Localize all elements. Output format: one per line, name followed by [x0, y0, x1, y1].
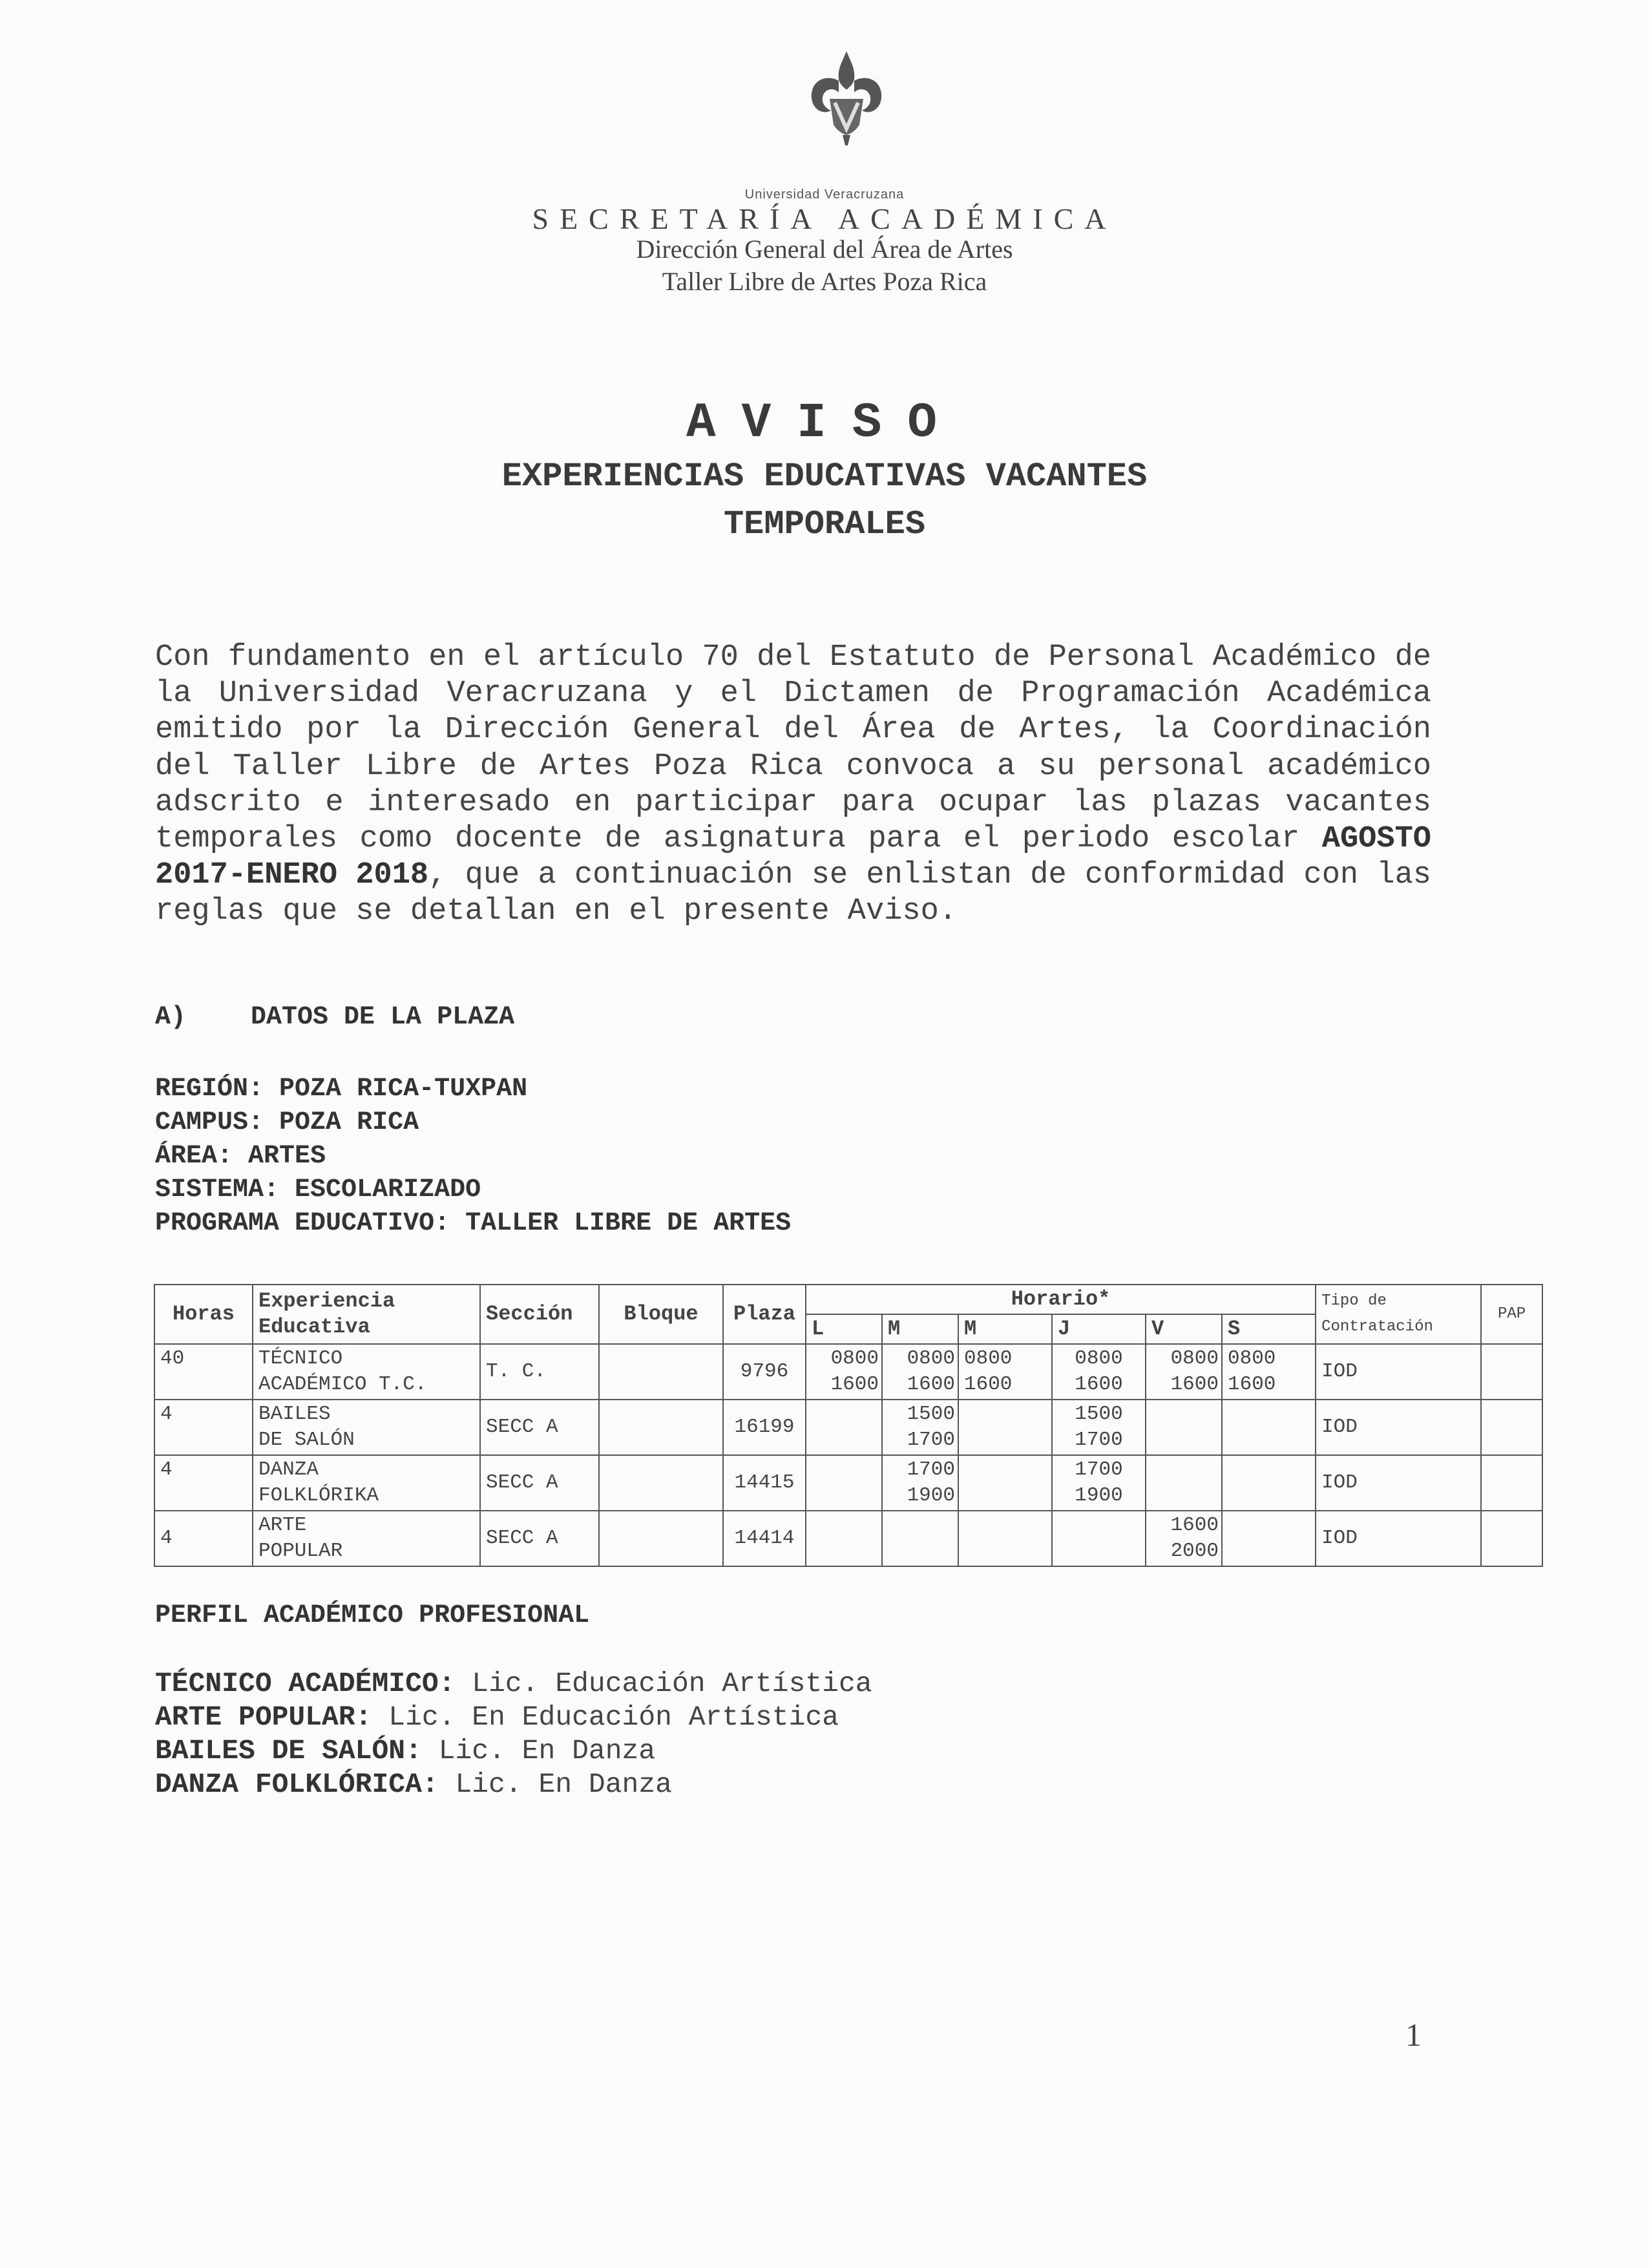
plazas-table: [154, 1284, 1543, 1567]
header-bloque: Bloque: [599, 1285, 723, 1344]
cell-s: 0800 1600: [1222, 1344, 1316, 1400]
cell-tipo: IOD: [1316, 1511, 1481, 1566]
cell-horas: 4: [154, 1511, 253, 1566]
dato-sistema: SISTEMA: ESCOLARIZADO: [155, 1175, 481, 1204]
title-line-2: TEMPORALES: [723, 505, 926, 543]
header-day-v: V: [1146, 1314, 1222, 1344]
cell-s: [1222, 1511, 1316, 1566]
cell-bloque: [599, 1455, 723, 1511]
cell-pap: [1481, 1400, 1542, 1455]
cell-plaza: 14414: [723, 1511, 806, 1566]
cell-j: 0800 1600: [1052, 1344, 1146, 1400]
header-day-m2: M: [958, 1314, 1052, 1344]
cell-tipo: IOD: [1316, 1400, 1481, 1455]
cell-m1: [882, 1511, 958, 1566]
cell-tipo: IOD: [1316, 1455, 1481, 1511]
cell-m2: 0800 1600: [958, 1344, 1052, 1400]
cell-m1: 0800 1600: [882, 1344, 958, 1400]
cell-j: [1052, 1511, 1146, 1566]
cell-plaza: 9796: [723, 1344, 806, 1400]
cell-j: 1500 1700: [1052, 1400, 1146, 1455]
university-name: Universidad Veracruzana: [744, 187, 905, 202]
header-day-m1: M: [882, 1314, 958, 1344]
cell-s: [1222, 1400, 1316, 1455]
cell-v: [1146, 1455, 1222, 1511]
header-day-l: L: [806, 1314, 882, 1344]
direccion-heading: Dirección General del Área de Artes: [636, 235, 1013, 264]
cell-v: [1146, 1400, 1222, 1455]
cell-bloque: [599, 1511, 723, 1566]
cell-horas: 40: [154, 1344, 253, 1400]
cell-pap: [1481, 1344, 1542, 1400]
cell-bloque: [599, 1344, 723, 1400]
cell-experiencia: TÉCNICO ACADÉMICO T.C.: [253, 1344, 480, 1400]
aviso-title: AVISO: [686, 395, 963, 451]
cell-pap: [1481, 1455, 1542, 1511]
cell-plaza: 14415: [723, 1455, 806, 1511]
dato-campus: CAMPUS: POZA RICA: [155, 1108, 419, 1137]
cell-v: 0800 1600: [1146, 1344, 1222, 1400]
dato-region: REGIÓN: POZA RICA-TUXPAN: [155, 1075, 528, 1104]
cell-m2: [958, 1511, 1052, 1566]
cell-l: 0800 1600: [806, 1344, 882, 1400]
cell-horas: 4: [154, 1400, 253, 1455]
cell-l: [806, 1511, 882, 1566]
perfil-list: [155, 1667, 872, 1801]
cell-seccion: T. C.: [480, 1344, 599, 1400]
cell-seccion: SECC A: [480, 1511, 599, 1566]
cell-plaza: 16199: [723, 1400, 806, 1455]
cell-horas: 4: [154, 1455, 253, 1511]
cell-v: 1600 2000: [1146, 1511, 1222, 1566]
cell-experiencia: BAILES DE SALÓN: [253, 1400, 480, 1455]
cell-tipo: IOD: [1316, 1344, 1481, 1400]
cell-seccion: SECC A: [480, 1455, 599, 1511]
header-horario: Horario*: [806, 1285, 1316, 1314]
title-line-1: EXPERIENCIAS EDUCATIVAS VACANTES: [501, 457, 1148, 496]
table-row: [154, 1455, 1542, 1511]
cell-s: [1222, 1455, 1316, 1511]
header-plaza: Plaza: [723, 1285, 806, 1344]
cell-m2: [958, 1455, 1052, 1511]
cell-experiencia: DANZA FOLKLÓRIKA: [253, 1455, 480, 1511]
table-row: [154, 1511, 1542, 1566]
header-experiencia: Experiencia Educativa: [253, 1285, 480, 1344]
table-row: [154, 1344, 1542, 1400]
header-day-s: S: [1222, 1314, 1316, 1344]
cell-m2: [958, 1400, 1052, 1455]
perfil-item: DANZA FOLKLÓRICA: Lic. En Danza: [155, 1769, 672, 1800]
cell-experiencia: ARTE POPULAR: [253, 1511, 480, 1566]
intro-paragraph: [155, 640, 1431, 930]
intro-text-end: , que a continuación se enlistan de conformidad con las reglas que se detallan en el presente Aviso.: [155, 858, 1431, 929]
intro-period: AGOSTO 2017-ENERO 2018: [155, 822, 1431, 893]
cell-m1: 1700 1900: [882, 1455, 958, 1511]
cell-seccion: SECC A: [480, 1400, 599, 1455]
cell-j: 1700 1900: [1052, 1455, 1146, 1511]
header-seccion: Sección: [480, 1285, 599, 1344]
section-a-letter: A): [155, 1003, 187, 1032]
datos-list: [155, 1073, 791, 1241]
cell-l: [806, 1455, 882, 1511]
page-number: 1: [1405, 2017, 1422, 2053]
cell-bloque: [599, 1400, 723, 1455]
dato-programa: PROGRAMA EDUCATIVO: TALLER LIBRE DE ARTES: [155, 1209, 792, 1238]
header-horas: Horas: [154, 1285, 253, 1344]
perfil-item: BAILES DE SALÓN: Lic. En Danza: [155, 1735, 656, 1767]
header-tipo: Tipo de Contratación: [1316, 1285, 1481, 1344]
dato-area: ÁREA: ARTES: [155, 1142, 326, 1171]
section-a-label: DATOS DE LA PLAZA: [251, 1003, 515, 1032]
cell-pap: [1481, 1511, 1542, 1566]
perfil-item: TÉCNICO ACADÉMICO: Lic. Educación Artística: [155, 1668, 872, 1699]
cell-m1: 1500 1700: [882, 1400, 958, 1455]
secretaria-heading: SECRETARÍA ACADÉMICA: [532, 202, 1117, 235]
cell-l: [806, 1400, 882, 1455]
table-header-row: [154, 1285, 1542, 1314]
section-a-heading: [155, 1003, 514, 1032]
perfil-heading: PERFIL ACADÉMICO PROFESIONAL: [155, 1601, 590, 1630]
intro-text: Con fundamento en el artículo 70 del Estatuto de Personal Académico de la Universidad Veracruzana y el Dictamen de Programación Académica emitido por la Dirección General del Área de Artes, la Coordinación del Taller Libre de Artes Poza Rica convoca a su personal académico adscrito e interesado en participar para ocupar las plazas vacantes temporales como docente de asignatura para el periodo escolar: [155, 640, 1431, 857]
university-logo-icon: [808, 48, 885, 171]
perfil-item: ARTE POPULAR: Lic. En Educación Artística: [155, 1701, 839, 1733]
header-pap: PAP: [1481, 1285, 1542, 1344]
header-day-j: J: [1052, 1314, 1146, 1344]
taller-heading: Taller Libre de Artes Poza Rica: [662, 267, 987, 296]
table-row: [154, 1400, 1542, 1455]
